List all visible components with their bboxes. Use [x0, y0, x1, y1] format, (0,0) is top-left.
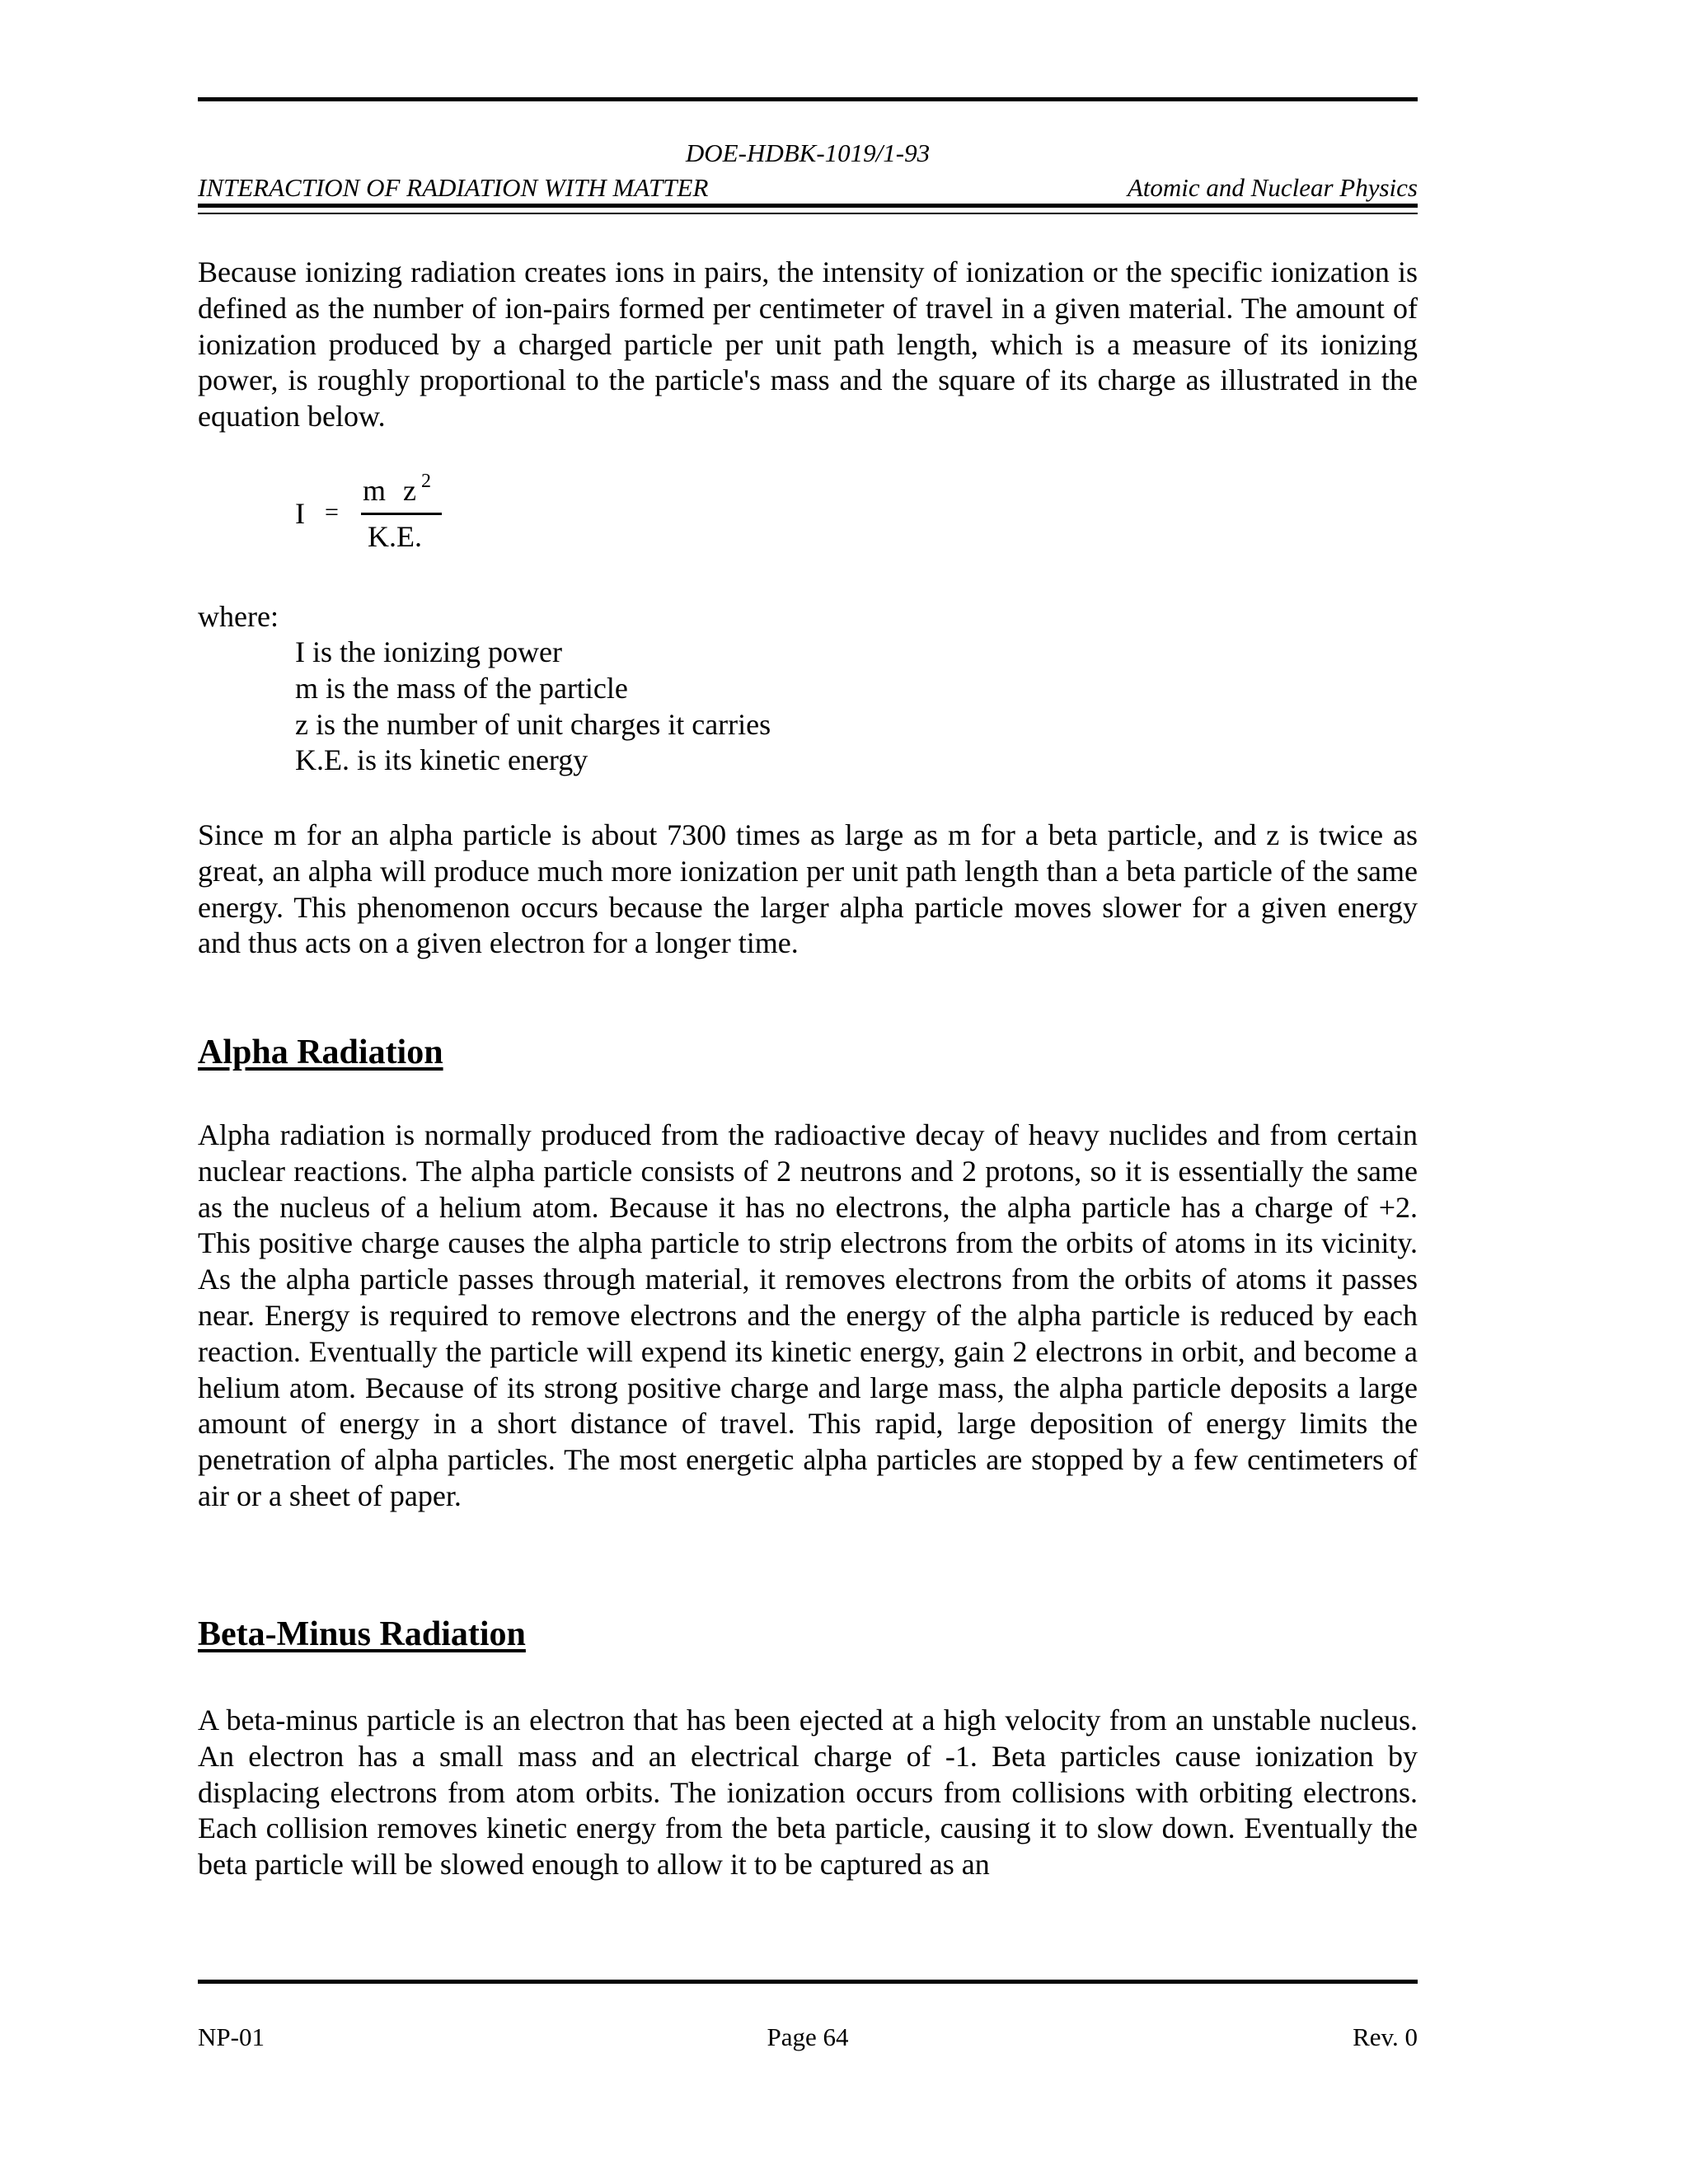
header-top-rule — [198, 97, 1418, 101]
ionizing-power-equation — [295, 471, 460, 562]
equation-exponent: 2 — [420, 471, 431, 492]
alpha-radiation-heading: Alpha Radiation — [198, 1033, 443, 1071]
where-label: where: — [198, 600, 279, 633]
header-rule-thin — [198, 213, 1418, 214]
equation-numerator — [363, 473, 431, 508]
beta-minus-radiation-paragraph: A beta-minus particle is an electron that has been ejected at a high velocity from an unstable nucleus. An electron has a small mass and an electrical charge of -1. Beta particles cause ionization by displacing electrons from atom orbits. The ionization occurs from collisions with orbiting electrons. Each collision removes kinetic energy from the beta particle, causing it to slow down. Eventually the beta particle will be slowed enough to allow it to be captured as an — [198, 1704, 1418, 1882]
document-id: DOE-HDBK-1019/1-93 — [685, 138, 931, 167]
list-item: K.E. is its kinetic energy — [295, 743, 588, 777]
beta-minus-radiation-heading: Beta-Minus Radiation — [198, 1615, 526, 1653]
alpha-radiation-paragraph: Alpha radiation is normally produced from the radioactive decay of heavy nuclides and from certain nuclear reactions. The alpha particle consists of 2 neutrons and 2 protons, so it is essentially the same as the nucleus of a helium atom. Because it has no electrons, the alpha particle has a charge of +2. This positive charge causes the alpha particle to strip electrons from the orbits of atoms in its vicinity. As the alpha particle passes through material, it removes electrons from the orbits of atoms it passes near. Energy is required to remove electrons and the energy of the alpha particle is reduced by each reaction. Eventually the particle will expend its kinetic energy, gain 2 electrons in orbit, and become a helium atom. Because of its strong positive charge and large mass, the alpha particle deposits a large amount of energy in a short distance of travel. This rapid, large deposition of energy limits the penetration of alpha particles. The most energetic alpha particles are stopped by a few centimeters of air or a sheet of paper. — [198, 1118, 1418, 1512]
equation-numerator-text: m z — [363, 474, 421, 507]
equation-fraction-bar — [361, 513, 442, 515]
equation-equals: = — [325, 499, 339, 526]
footer-rule — [198, 1980, 1418, 1984]
equation-denominator: K.E. — [368, 520, 422, 553]
page-number: Page 64 — [767, 2022, 849, 2051]
equation-lhs: I — [295, 497, 305, 530]
header-rule-thick — [198, 204, 1418, 208]
list-item: I is the ionizing power — [295, 635, 562, 668]
intro-paragraph: Because ionizing radiation creates ions in pairs, the intensity of ionization or the specific ionization is defined as the number of ion-pairs formed per centimeter of travel in a given material. The amount of ionization produced by a charged particle per unit path length, which is a measure of its ionizing power, is roughly proportional to the particle's mass and the square of its charge as illustrated in the equation below. — [198, 255, 1418, 434]
list-item: m is the mass of the particle — [295, 671, 628, 705]
module-number: NP-01 — [198, 2022, 265, 2051]
chapter-title: INTERACTION OF RADIATION WITH MATTER — [198, 173, 709, 202]
section-title: Atomic and Nuclear Physics — [1127, 173, 1418, 202]
variable-definitions — [295, 635, 771, 779]
revision-number: Rev. 0 — [1353, 2022, 1418, 2051]
comparison-paragraph: Since m for an alpha particle is about 7300 times as large as m for a beta particle, and z is twice as great, an alpha will produce much more ionization per unit path length than a beta particle of the same energy. This phenomenon occurs because the larger alpha particle moves slower for a given energy and thus acts on a given electron for a longer time. — [198, 818, 1418, 960]
list-item: z is the number of unit charges it carries — [295, 707, 771, 741]
